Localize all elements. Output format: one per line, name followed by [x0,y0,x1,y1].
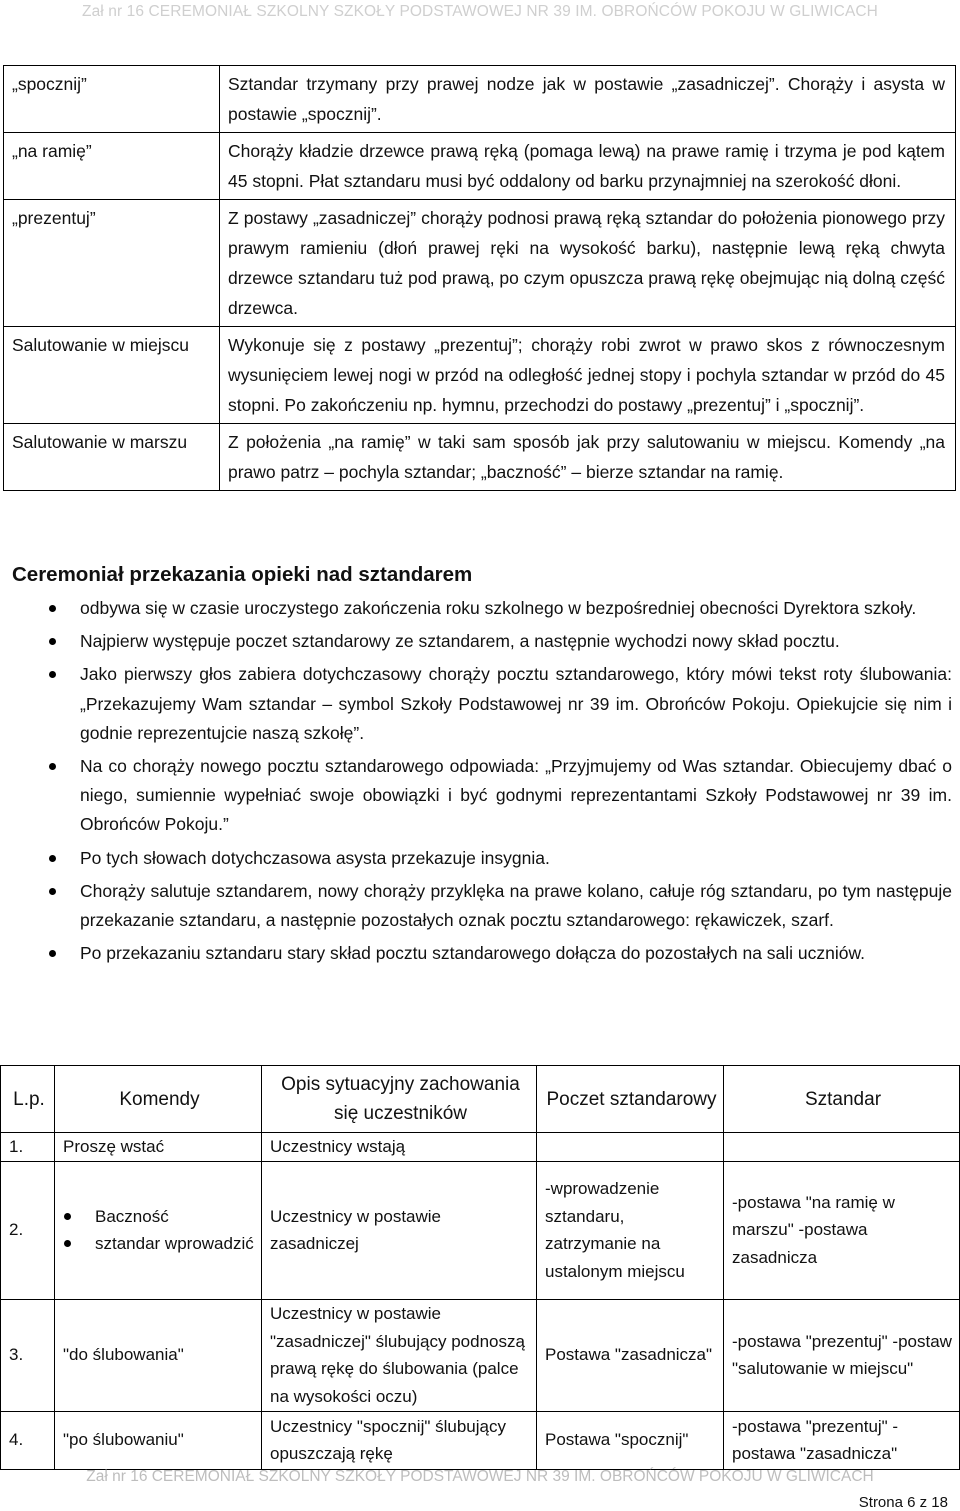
table-row [4,66,956,133]
table-row [4,424,956,491]
page-number: Strona 6 z 18 [858,1494,948,1511]
list-item-text: Baczność [95,1206,169,1226]
cell-sztandar: -postawa "na ramię w marszu" -postawa zasadnicza [724,1161,960,1299]
list-item-text: sztandar wprowadzić [95,1234,254,1253]
cell-poczet: Postawa "spocznij" [537,1411,724,1469]
table-header-row [1,1066,960,1133]
table-row [4,133,956,200]
cell-lp: 3. [1,1299,55,1411]
cell-opis: Uczestnicy wstają [262,1133,537,1162]
bullet-icon [49,671,56,678]
bullet-icon [49,763,56,770]
command-name: Salutowanie w miejscu [4,327,220,424]
command-name: „prezentuj” [4,200,220,327]
page-header: Zał nr 16 CEREMONIAŁ SZKOLNY SZKOŁY PODSTAWOWEJ NR 39 IM. OBROŃCÓW POKOJU W GLIWICACH [82,3,878,20]
list-item-text: odbywa się w czasie uroczystego zakończenia roku szkolnego w bezpośredniej obecności Dyrektora szkoły. [80,598,917,618]
bullet-icon [49,855,56,862]
cell-sztandar: -postawa "prezentuj" -postawa "zasadnicza" [724,1411,960,1469]
cell-opis: Uczestnicy w postawie "zasadniczej" ślubujący podnoszą prawą rękę do ślubowania (palce na wysokości oczu) [262,1299,537,1411]
list-item [12,660,952,748]
list-item [12,939,952,968]
list-item-text: Jako pierwszy głos zabiera dotychczasowy chorąży pocztu sztandarowego, który mówi tekst roty ślubowania: „Przekazujemy Wam sztandar – symbol Szkoły Podstawowej nr 39 im. Obrońców Pokoju. Opiekujcie się nim i godnie reprezentujcie naszą szkołę”. [80,664,952,743]
command-list [63,1203,256,1258]
page-footer: Zał nr 16 CEREMONIAŁ SZKOLNY SZKOŁY PODSTAWOWEJ NR 39 IM. OBROŃCÓW POKOJU W GLIWICACH [86,1468,874,1485]
cell-opis: Uczestnicy w postawie zasadniczej [262,1161,537,1299]
commands-table [3,65,956,491]
list-item-text: Chorąży salutuje sztandarem, nowy chorąży przyklęka na prawe kolano, całuje róg sztandaru, po tym następuje przekazanie sztandaru, a następnie pozostałych oznak pocztu sztandarowego: rękawiczek, szarf. [80,880,952,931]
list-item [63,1203,256,1231]
cell-komendy: "po ślubowaniu" [55,1411,262,1469]
bullet-icon [64,1213,71,1220]
cell-sztandar: -postawa "prezentuj" -postaw "salutowanie w miejscu" [724,1299,960,1411]
list-item-text: Po przekazaniu sztandaru stary skład pocztu sztandarowego dołącza do pozostałych na sali uczniów. [80,943,866,964]
section-title: Ceremoniał przekazania opieki nad sztandarem [12,563,473,586]
column-header: Poczet sztandarowy [537,1066,724,1133]
list-item [12,844,952,873]
cell-komendy: Proszę wstać [55,1133,262,1162]
column-header: Opis sytuacyjny zachowania się uczestników [262,1066,537,1133]
command-description: Sztandar trzymany przy prawej nodze jak w postawie „zasadniczej”. Chorąży i asysta w postawie „spocznij”. [220,66,956,133]
cell-komendy [55,1161,262,1299]
table-row [1,1133,960,1162]
list-item [63,1230,256,1258]
table-row [4,327,956,424]
table-row [1,1299,960,1411]
command-name: Salutowanie w marszu [4,424,220,491]
bullet-icon [64,1240,71,1247]
bullet-icon [49,888,56,895]
column-header: Sztandar [724,1066,960,1133]
command-description: Chorąży kładzie drzewce prawą ręką (pomaga lewą) na prawe ramię i trzyma je pod kątem 45 stopni. Płat sztandaru musi być oddalony od barku przynajmniej na szerokość dłoni. [220,133,956,200]
column-header: L.p. [1,1066,55,1133]
procedure-table [0,1065,960,1470]
cell-lp: 2. [1,1161,55,1299]
list-item-text: Najpierw występuje poczet sztandarowy ze sztandarem, a następnie wychodzi nowy skład pocztu. [80,631,840,652]
command-name: „na ramię” [4,133,220,200]
cell-lp: 4. [1,1411,55,1469]
table-row [4,200,956,327]
command-description: Z położenia „na ramię” w taki sam sposób jak przy salutowaniu w miejscu. Komendy „na prawo patrz – pochyla sztandar; „baczność” – bierze sztandar na ramię. [220,424,956,491]
bullet-icon [49,605,56,612]
table-row [1,1161,960,1299]
cell-sztandar [724,1133,960,1162]
bullet-icon [49,638,56,645]
list-item [12,594,952,623]
bullet-icon [49,950,56,957]
ceremony-list [12,594,952,972]
list-item-text: Na co chorąży nowego pocztu sztandarowego odpowiada: „Przyjmujemy od Was sztandar. Obiecujemy dbać o niego, sumiennie wypełniać swoje obowiązki i być godnymi reprezentantami Szkoły Podstawowej nr 39 im. Obrońców Pokoju.” [80,756,952,835]
cell-poczet: -wprowadzenie sztandaru, zatrzymanie na ustalonym miejscu [537,1161,724,1299]
command-description: Wykonuje się z postawy „prezentuj”; chorąży robi zwrot w prawo skos z równoczesnym wysunięciem lewej nogi w przód na odległość jednej stopy i pochyla sztandar w przód do 45 stopni. Po zakończeniu np. hymnu, przechodzi do postawy „prezentuj” i „spocznij”. [220,327,956,424]
cell-lp: 1. [1,1133,55,1162]
list-item [12,627,952,656]
cell-opis: Uczestnicy "spocznij" ślubujący opuszczają rękę [262,1411,537,1469]
column-header: Komendy [55,1066,262,1133]
list-item [12,752,952,840]
cell-poczet [537,1133,724,1162]
command-description: Z postawy „zasadniczej” chorąży podnosi prawą ręką sztandar do położenia pionowego przy prawym ramieniu (dłoń prawej ręki na wysokość barku), następnie lewą ręką chwyta drzewce sztandaru tuż pod prawą, po czym opuszcza prawą rękę obejmując nią dolną część drzewca. [220,200,956,327]
cell-komendy: "do ślubowania" [55,1299,262,1411]
command-name: „spocznij” [4,66,220,133]
cell-poczet: Postawa "zasadnicza" [537,1299,724,1411]
table-row [1,1411,960,1469]
list-item-text: Po tych słowach dotychczasowa asysta przekazuje insygnia. [80,847,550,868]
list-item [12,877,952,935]
